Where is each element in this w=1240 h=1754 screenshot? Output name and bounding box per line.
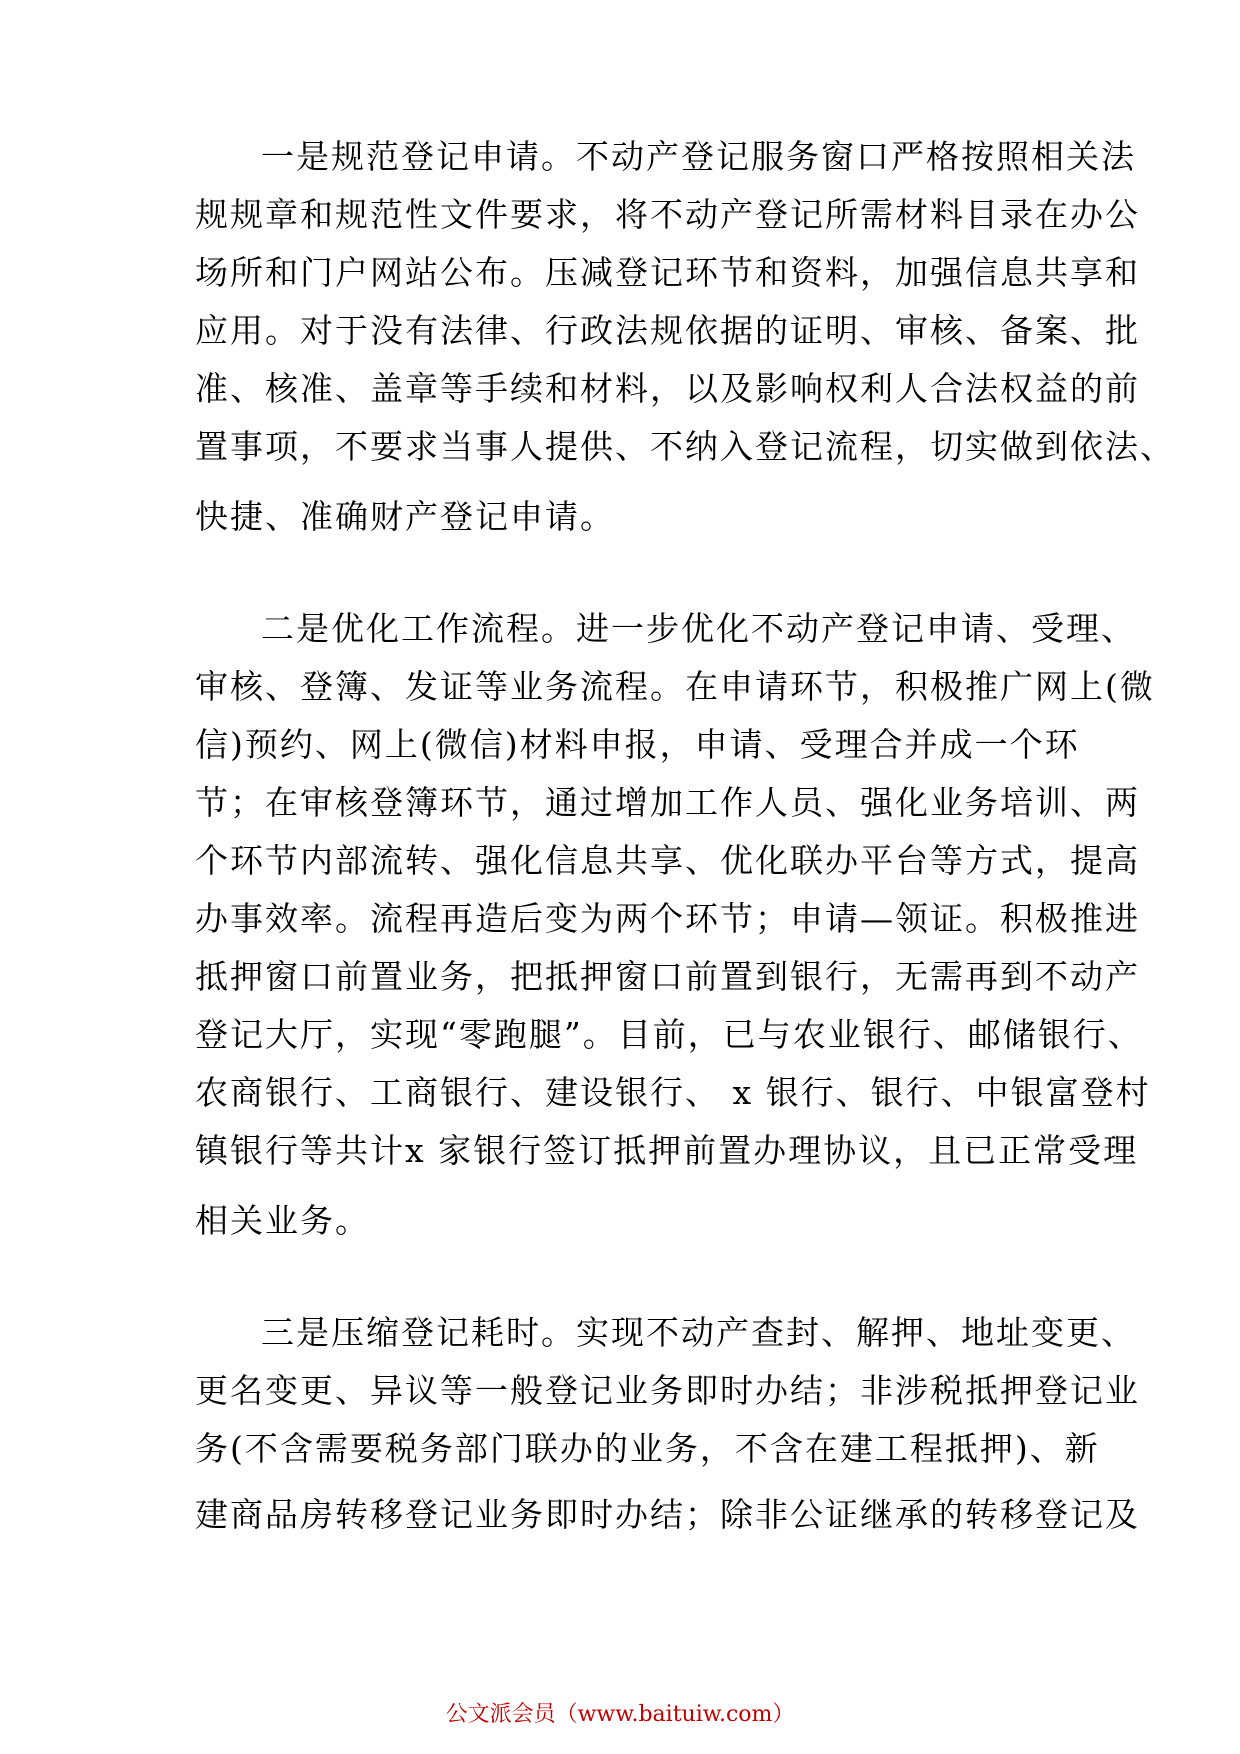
paragraph-line: 审核、登簿、发证等业务流程。在申请环节，积极推广网上(微 (195, 667, 1155, 706)
paragraph-line: 快捷、准确财产登记申请。 (195, 497, 615, 536)
paragraph-line: 信)预约、网上(微信)材料申报，申请、受理合并成一个环 (195, 725, 1080, 764)
paragraph-line: 规规章和规范性文件要求，将不动产登记所需材料目录在办公 (195, 195, 1140, 234)
paragraph-line: 登记大厅，实现“零跑腿”。目前，已与农业银行、邮储银行、 (195, 1015, 1143, 1054)
paragraph-line: 置事项，不要求当事人提供、不纳入登记流程，切实做到依法、 (195, 427, 1175, 466)
paragraph-line: 办事效率。流程再造后变为两个环节；申请—领证。积极推进 (195, 899, 1140, 938)
paragraph-line: 应用。对于没有法律、行政法规依据的证明、审核、备案、批 (195, 311, 1140, 350)
paragraph-line: 一是规范登记申请。不动产登记服务窗口严格按照相关法 (261, 137, 1136, 176)
paragraph-1 (195, 128, 1175, 546)
paragraph-line: 抵押窗口前置业务，把抵押窗口前置到银行，无需再到不动产 (195, 957, 1140, 996)
paragraph-line: 农商银行、工商银行、建设银行、 x 银行、银行、中银富登村 (195, 1073, 1151, 1112)
footer-site[interactable]: （www.baituiw.com） (555, 1702, 795, 1727)
paragraph-line: 个环节内部流转、强化信息共享、优化联办平台等方式，提高 (195, 841, 1140, 880)
paragraph-gap (195, 546, 1065, 604)
paragraph-gap (195, 1250, 1065, 1308)
paragraph-line: 场所和门户网站公布。压减登记环节和资料，加强信息共享和 (195, 253, 1140, 292)
paragraph-2 (195, 600, 1155, 1250)
paragraph-line: 更名变更、异议等一般登记业务即时办结；非涉税抵押登记业 (195, 1371, 1140, 1410)
paragraph-line: 三是压缩登记耗时。实现不动产查封、解押、地址变更、 (261, 1313, 1136, 1352)
paragraph-line: 准、核准、盖章等手续和材料，以及影响权利人合法权益的前 (195, 369, 1140, 408)
paragraph-line: 镇银行等共计x 家银行签订抵押前置办理协议，且已正常受理 (195, 1131, 1139, 1170)
paragraph-line: 建商品房转移登记业务即时办结；除非公证继承的转移登记及 (195, 1495, 1140, 1534)
footer-brand: 公文派会员 (445, 1702, 556, 1727)
paragraph-line: 节；在审核登簿环节，通过增加工作人员、强化业务培训、两 (195, 783, 1140, 822)
footer-watermark (0, 1700, 1240, 1730)
paragraph-line: 务(不含需要税务部门联办的业务，不含在建工程抵押)、新 (195, 1429, 1100, 1468)
paragraph-line: 相关业务。 (195, 1201, 370, 1240)
paragraph-line: 二是优化工作流程。进一步优化不动产登记申请、受理、 (261, 609, 1136, 648)
paragraph-3 (195, 1304, 1140, 1544)
document-body (195, 128, 1175, 1544)
